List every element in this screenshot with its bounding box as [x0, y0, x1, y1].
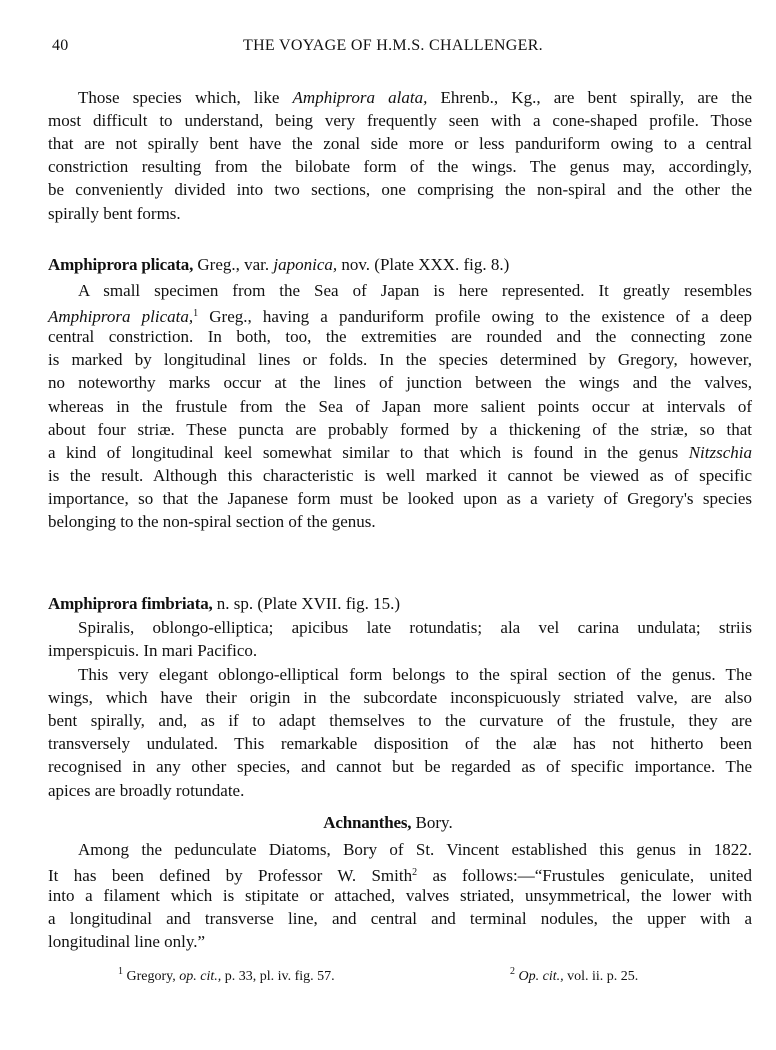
text-run: japonica, [273, 255, 338, 274]
text-run: importance, so that the Japanese form must be looked upon as a variety of Gregory's species [48, 488, 752, 508]
plicata-description-line [48, 397, 752, 417]
intro-paragraph-line [48, 204, 752, 224]
text-run: bent spirally, and, as if to adapt themselves to the curvature of the frustule, they are [48, 711, 752, 731]
text-run: Amphiprora plicata, [48, 255, 194, 274]
text-run: is the result. Although this characteristic is well marked it cannot be viewed as of specific [48, 465, 752, 485]
species-heading-plicata [48, 255, 509, 275]
fimbriata-latin-diagnosis-line [78, 618, 752, 638]
fimbriata-description-line [78, 665, 752, 685]
text-run: This very elegant oblongo-elliptical form belongs to the spiral section of the genus. The [78, 665, 752, 684]
achnanthes-description-line [78, 840, 752, 860]
species-heading-fimbriata [48, 594, 400, 614]
text-run: Ehrenb., Kg., are bent spirally, are the [427, 88, 753, 107]
fimbriata-description-line [48, 757, 752, 777]
fimbriata-description-line [48, 734, 752, 754]
plicata-description-line [48, 512, 752, 532]
text-run: Greg., var. [193, 255, 274, 274]
text-run: Among the pedunculate Diatoms, Bory of St. Vincent established this genus in 1822. [78, 840, 752, 859]
text-run: Achnanthes, [323, 813, 412, 832]
text-run: p. 33, pl. iv. fig. 57. [221, 969, 335, 984]
text-run: It has been defined by Professor W. Smith [48, 866, 413, 886]
genus-heading-achnanthes [0, 813, 776, 833]
text-run: as follows:—“Frustules geniculate, united [417, 866, 752, 886]
text-run: vol. ii. p. 25. [563, 969, 639, 984]
text-run: Bory. [411, 813, 453, 832]
plicata-description-line [48, 420, 752, 440]
text-run: that are not spirally bent have the zonal side more or less panduriform owing to a central [48, 134, 752, 154]
text-run: transversely undulated. This remarkable disposition of the alæ has not hitherto been [48, 734, 752, 754]
text-run: Spiralis, oblongo-elliptica; apicibus late rotundatis; ala vel carina undulata; striis [78, 618, 752, 637]
running-title: THE VOYAGE OF H.M.S. CHALLENGER. [243, 37, 543, 54]
plicata-description-line [48, 489, 752, 509]
plicata-description-line [48, 373, 752, 393]
achnanthes-description-line [48, 886, 752, 906]
text-run: nov. (Plate XXX. fig. 8.) [337, 255, 510, 274]
footnote-marker: 1 [193, 308, 199, 320]
text-run: belonging to the non-spiral section of the genus. [48, 512, 376, 531]
text-run: Gregory, [123, 969, 180, 984]
text-run: most difficult to understand, being very frequently seen with a cone-shaped profile. Those [48, 111, 752, 131]
footnote-2 [510, 966, 638, 985]
fimbriata-description-line [48, 781, 752, 801]
text-run: about four striæ. These puncta are probably formed by a thickening of the striæ, so that [48, 419, 752, 439]
text-run: apices are broadly rotundate. [48, 780, 245, 800]
fimbriata-description-line [48, 688, 752, 708]
achnanthes-description-line [48, 909, 752, 929]
text-run: op. cit., [179, 969, 222, 984]
text-run: Greg., having a panduriform profile owing to the existence of a deep [198, 307, 753, 327]
achnanthes-description-line [48, 863, 752, 886]
footnote-marker: 2 [412, 867, 418, 879]
plicata-description-line [78, 281, 752, 301]
text-run: is marked by longitudinal lines or folds. In the species determined by Gregory, however, [48, 350, 752, 370]
text-run: longitudinal line only.” [48, 932, 206, 952]
text-run: Amphiprora alata, [292, 88, 428, 107]
text-run: wings, which have their origin in the subcordate inconspicuously striated valve, are also [48, 688, 752, 708]
fimbriata-description-line [48, 711, 752, 731]
text-run: be conveniently divided into two sections, one comprising the non-spiral and the other the [48, 180, 752, 200]
footnote-1 [118, 966, 335, 985]
text-run: whereas in the frustule from the Sea of Japan more salient points occur at intervals of [48, 396, 752, 416]
page-number: 40 [52, 37, 69, 54]
intro-paragraph-line [48, 111, 752, 131]
footnote-marker: 2 [510, 966, 515, 977]
intro-paragraph-line [48, 180, 752, 200]
text-run: Op. cit., [518, 969, 564, 984]
text-run: constriction resulting from the bilobate form of the wings. The genus may, accordingly, [48, 157, 752, 177]
achnanthes-description-line [48, 932, 752, 952]
text-run: spirally bent forms. [48, 203, 181, 223]
text-run: no noteworthy marks occur at the lines of junction between the wings and the valves, [48, 373, 752, 393]
text-run: a kind of longitudinal keel somewhat similar to that which is found in the genus [48, 442, 689, 462]
intro-paragraph-line [48, 157, 752, 177]
intro-paragraph-line [78, 88, 752, 108]
text-run: into a filament which is stipitate or attached, valves striated, unsymmetrical, the lower with [48, 886, 752, 906]
text-run: Amphiprora plicata, [48, 307, 194, 327]
intro-paragraph-line [48, 134, 752, 154]
text-run: Amphiprora fimbriata, [48, 594, 213, 613]
text-run: Nitzschia [688, 442, 752, 462]
text-run: central constriction. In both, too, the extremities are rounded and the connecting zone [48, 327, 752, 347]
text-run: Those species which, like [78, 88, 293, 107]
text-run: n. sp. (Plate XVII. fig. 15.) [212, 594, 400, 613]
plicata-description-line [48, 466, 752, 486]
footnote-marker: 1 [118, 966, 123, 977]
plicata-description-line [48, 327, 752, 347]
plicata-description-line [48, 350, 752, 370]
text-run: imperspicuis. In mari Pacifico. [48, 641, 258, 661]
plicata-description-line [48, 443, 752, 463]
text-run: recognised in any other species, and cannot but be regarded as of specific importance. The [48, 757, 752, 777]
text-run: a longitudinal and transverse line, and central and terminal nodules, the upper with a [48, 909, 752, 929]
fimbriata-latin-diagnosis-line [48, 641, 752, 661]
text-run: A small specimen from the Sea of Japan is here represented. It greatly resembles [78, 281, 752, 300]
plicata-description-line [48, 304, 752, 327]
